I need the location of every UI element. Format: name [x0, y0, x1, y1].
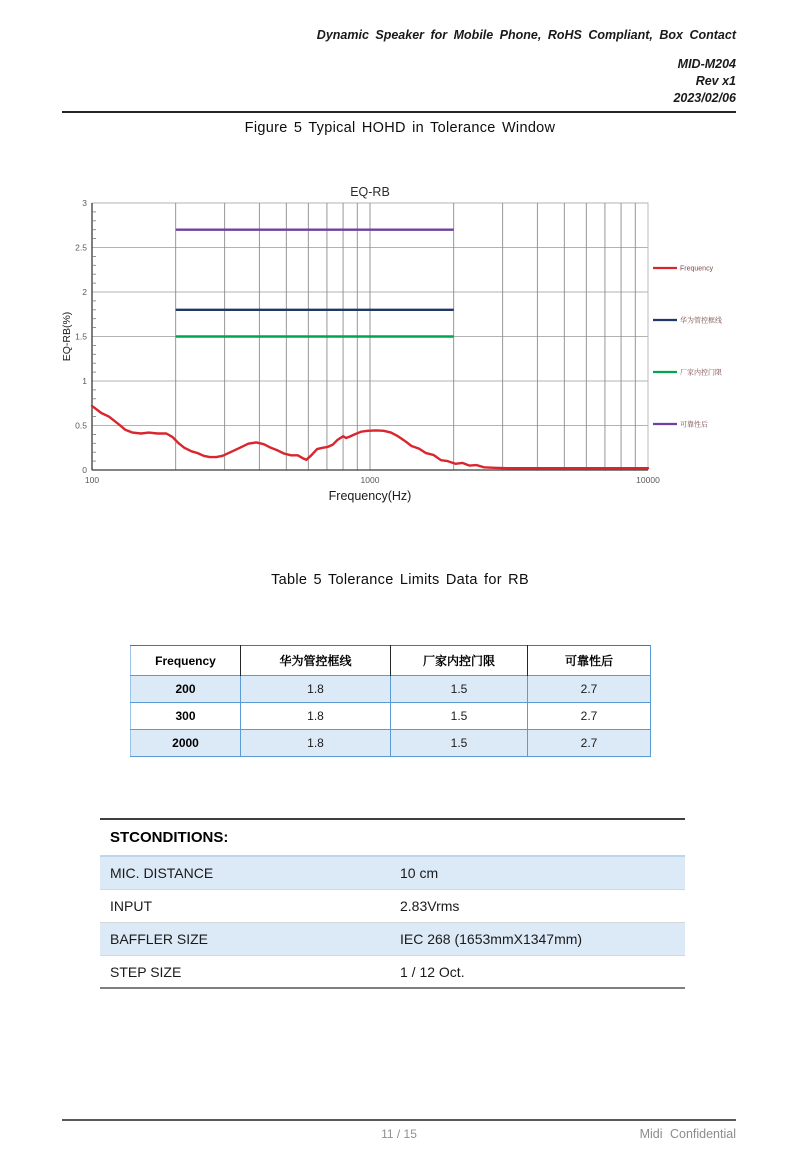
y-tick-label: 1 — [82, 376, 87, 386]
tolerance-table-header-row — [131, 646, 651, 676]
y-tick-label: 3 — [82, 198, 87, 208]
condition-row — [100, 890, 685, 923]
y-tick-label: 2 — [82, 287, 87, 297]
y-tick-label: 2.5 — [75, 242, 87, 253]
chart-title: EQ-RB — [350, 185, 390, 199]
condition-value: IEC 268 (1653mmX1347mm) — [400, 931, 583, 947]
condition-value: 2.83Vrms — [400, 898, 460, 914]
footer-divider — [62, 1119, 736, 1121]
limit-value-cell: 1.5 — [391, 676, 528, 703]
tolerance-table — [130, 645, 651, 757]
condition-label: INPUT — [110, 898, 152, 914]
legend-label: Frequency — [680, 265, 714, 273]
condition-row — [100, 923, 685, 956]
y-tick-label: 0 — [82, 465, 87, 475]
y-axis-label: EQ-RB(%) — [61, 311, 73, 362]
limit-value-cell: 1.8 — [241, 703, 391, 730]
header-divider — [62, 111, 736, 113]
frequency-cell: 300 — [131, 703, 241, 730]
x-tick-label: 10000 — [636, 475, 660, 485]
frequency-cell: 200 — [131, 676, 241, 703]
x-axis-label: Frequency(Hz) — [328, 489, 412, 503]
legend-label: 华为管控框线 — [680, 317, 722, 325]
chart-canvas — [0, 180, 800, 510]
tolerance-column-header: Frequency — [131, 646, 241, 676]
tolerance-column-header: 厂家内控门限 — [391, 646, 528, 676]
confidential-label: Midi Confidential — [639, 1127, 736, 1141]
condition-label: STEP SIZE — [110, 963, 182, 980]
condition-label: MIC. DISTANCE — [110, 865, 214, 881]
limit-value-cell: 2.7 — [528, 703, 651, 730]
revision: Rev x1 — [695, 74, 736, 88]
table-row — [131, 730, 651, 757]
condition-row — [100, 857, 685, 890]
tolerance-column-header: 可靠性后 — [528, 646, 651, 676]
date: 2023/02/06 — [673, 91, 736, 105]
document-title: Dynamic Speaker for Mobile Phone, RoHS Compliant, Box Contact — [316, 28, 736, 42]
table-row — [131, 676, 651, 703]
table-caption: Table 5 Tolerance Limits Data for RB — [271, 572, 529, 588]
limit-value-cell: 1.5 — [391, 703, 528, 730]
document-header — [317, 28, 736, 107]
limit-value-cell: 2.7 — [528, 730, 651, 757]
test-conditions-section — [100, 818, 685, 989]
legend-label: 可靠性后 — [680, 421, 708, 429]
x-tick-label: 100 — [84, 475, 100, 485]
figure-caption: Figure 5 Typical HOHD in Tolerance Window — [244, 120, 556, 136]
x-tick-label: 1000 — [360, 475, 380, 485]
y-tick-label: 1.5 — [75, 331, 87, 342]
frequency-cell: 2000 — [131, 730, 241, 757]
model-number: MID-M204 — [677, 57, 736, 71]
condition-row — [100, 956, 685, 989]
tolerance-column-header: 华为管控框线 — [241, 646, 391, 676]
page-number: 11 / 15 — [381, 1127, 417, 1141]
y-tick-label: 0.5 — [75, 420, 87, 431]
limit-value-cell: 1.8 — [241, 730, 391, 757]
table-row — [131, 703, 651, 730]
legend-label: 厂家内控门限 — [680, 369, 722, 377]
conditions-heading: STCONDITIONS: — [100, 818, 685, 855]
condition-value: 1 / 12 Oct. — [400, 963, 465, 980]
limit-value-cell: 1.8 — [241, 676, 391, 703]
eq-rb-chart — [0, 180, 800, 510]
limit-value-cell: 2.7 — [528, 676, 651, 703]
condition-label: BAFFLER SIZE — [110, 931, 209, 947]
limit-value-cell: 1.5 — [391, 730, 528, 757]
condition-value: 10 cm — [400, 865, 439, 881]
